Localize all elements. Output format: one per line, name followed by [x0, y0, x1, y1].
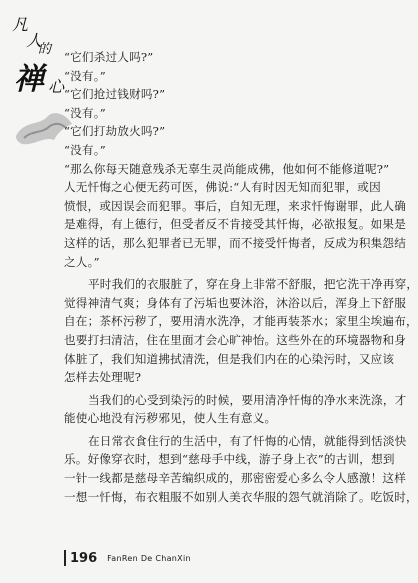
paragraph — [64, 85, 380, 104]
text-line: “没有。” — [64, 105, 106, 120]
text-line: 愤恨，或因误会而犯罪。事后，自知无理，来求忏悔谢罪，此人确 — [64, 198, 407, 213]
text-line: 人无忏悔之心便无药可医，佛说:“人有时因无知而犯罪，或因 — [64, 180, 381, 195]
footer-book-title: FanRen De ChanXin — [107, 553, 191, 563]
body-text — [64, 48, 418, 506]
header-char: 心 — [48, 77, 65, 96]
text-line: 一想一忏悔，布衣粗服不如别人美衣华服的怨气就消除了。吃饭时， — [64, 489, 418, 504]
text-line: 之人。” — [64, 254, 100, 269]
page-footer — [64, 549, 191, 567]
text-line: 平时我们的衣服脏了，穿在身上非常不舒服，把它洗干净再穿， — [88, 277, 418, 292]
text-line: “它们抢过钱财吗?” — [64, 87, 166, 102]
paragraph — [64, 141, 380, 160]
page-number: 196 — [70, 550, 98, 566]
text-line: “它们杀过人吗?” — [64, 50, 154, 64]
text-line: “那么你每天随意残杀无辜生灵尚能成佛，他如何不能修道呢?” — [64, 161, 390, 176]
text-line: 在日常衣食住行的生活中，有了忏悔的心情，就能得到恬淡快 — [88, 433, 407, 448]
text-line: 能使心地没有污秽邪见，使人生有意义。 — [64, 411, 277, 426]
paragraph — [64, 122, 380, 141]
text-line: 觉得神清气爽；身体有了污垢也要沐浴，沐浴以后，浑身上下舒服 — [64, 295, 407, 310]
header-char: 的 — [38, 42, 52, 57]
footer-divider — [64, 550, 66, 566]
text-line: 一针一线都是慈母辛苦编织成的，那密密爱心多么令人感激！这样 — [64, 471, 407, 486]
paragraph — [64, 432, 418, 506]
paragraph — [64, 48, 380, 67]
paragraph — [64, 391, 407, 428]
paragraph — [64, 275, 418, 387]
paragraph — [64, 178, 407, 271]
text-line: 当我们的心受到染污的时候，要用清净忏悔的净水来洗涤，才 — [88, 392, 407, 407]
text-line: “它们打劫放火吗?” — [64, 124, 166, 139]
text-line: “没有。” — [64, 68, 106, 83]
paragraph — [64, 104, 380, 123]
running-header-title — [10, 10, 65, 150]
header-char: 人 — [26, 31, 43, 50]
text-line: 是难得，有上德行，但受者反不肯接受其忏悔，必欲报复。如果是 — [64, 217, 407, 232]
text-line: 怎样去处理呢? — [64, 370, 142, 385]
paragraph — [64, 160, 390, 179]
text-line: 这样的话，那么犯罪者已无罪，而不接受忏悔者，反成为积集怨结 — [64, 235, 407, 250]
text-line: “没有。” — [64, 142, 106, 157]
text-line: 也要打扫清洁，住在里面才会心旷神怡。这些外在的环境器物和身 — [64, 332, 407, 347]
header-char: 禅 — [14, 62, 44, 97]
header-char: 凡 — [12, 15, 29, 34]
text-line: 自在；茶杯污秽了，要用清水洗净，才能再装茶水；家里尘埃遍布， — [64, 314, 418, 329]
text-line: 体脏了，我们知道拂拭清洗，但是我们内在的心染污时，又应该 — [64, 351, 395, 366]
text-line: 乐。好像穿衣时，想到“慈母手中线，游子身上衣”的古训，想到 — [64, 452, 395, 467]
paragraph — [64, 67, 380, 86]
